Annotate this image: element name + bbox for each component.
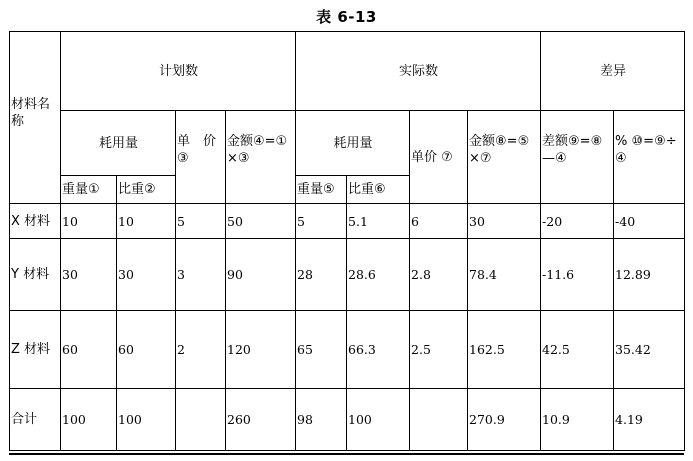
plan-unit-price-header: 单 价③: [176, 111, 226, 204]
material-name-header: 材料名称: [10, 32, 61, 204]
row-diff-amount: 10.9: [541, 389, 614, 451]
row-diff-pct: 12.89: [614, 239, 685, 311]
row-diff-pct: -40: [614, 204, 685, 239]
actual-consumption-header: 耗用量: [296, 111, 410, 176]
row-plan-amount: 90: [226, 239, 296, 311]
actual-amount-header: 金额⑧=⑤×⑦: [468, 111, 541, 204]
row-actual-ratio: 28.6: [347, 239, 410, 311]
diff-pct-header: % ⑩=⑨÷④: [614, 111, 685, 204]
plan-header: 计划数: [61, 32, 296, 111]
row-diff-pct: 35.42: [614, 311, 685, 389]
row-material-name: 合计: [10, 389, 61, 451]
row-diff-amount: 42.5: [541, 311, 614, 389]
row-diff-amount: -20: [541, 204, 614, 239]
row-actual-ratio: 100: [347, 389, 410, 451]
row-actual-unit-price: 2.5: [410, 311, 468, 389]
row-actual-ratio: 5.1: [347, 204, 410, 239]
row-plan-unit-price: 3: [176, 239, 226, 311]
row-plan-unit-price: 5: [176, 204, 226, 239]
diff-header: 差异: [541, 32, 685, 111]
row-plan-amount: 260: [226, 389, 296, 451]
row-plan-ratio: 30: [117, 239, 176, 311]
row-material-name: Z 材料: [10, 311, 61, 389]
row-plan-weight: 30: [61, 239, 117, 311]
table-row: [10, 311, 685, 389]
actual-ratio-header: 比重⑥: [347, 176, 410, 204]
row-actual-unit-price: 6: [410, 204, 468, 239]
row-plan-amount: 50: [226, 204, 296, 239]
row-diff-pct: 4.19: [614, 389, 685, 451]
actual-weight-header: 重量⑤: [296, 176, 347, 204]
row-actual-weight: 65: [296, 311, 347, 389]
diff-amount-header: 差额⑨=⑧—④: [541, 111, 614, 204]
plan-amount-header: 金额④=①×③: [226, 111, 296, 204]
row-actual-unit-price: [410, 389, 468, 451]
plan-consumption-header: 耗用量: [61, 111, 176, 176]
row-plan-amount: 120: [226, 311, 296, 389]
row-plan-weight: 100: [61, 389, 117, 451]
row-plan-weight: 10: [61, 204, 117, 239]
row-material-name: X 材料: [10, 204, 61, 239]
actual-unit-price-header: 单价 ⑦: [410, 111, 468, 204]
plan-ratio-header: 比重②: [117, 176, 176, 204]
row-actual-amount: 78.4: [468, 239, 541, 311]
row-plan-ratio: 10: [117, 204, 176, 239]
row-diff-amount: -11.6: [541, 239, 614, 311]
row-actual-amount: 162.5: [468, 311, 541, 389]
table-row: [10, 204, 685, 239]
row-actual-weight: 28: [296, 239, 347, 311]
row-plan-weight: 60: [61, 311, 117, 389]
table-row: [10, 239, 685, 311]
table-caption: 表 6-13: [316, 8, 377, 26]
row-actual-amount: 30: [468, 204, 541, 239]
row-material-name: Y 材料: [10, 239, 61, 311]
plan-weight-header: 重量①: [61, 176, 117, 204]
row-actual-amount: 270.9: [468, 389, 541, 451]
row-plan-unit-price: 2: [176, 311, 226, 389]
actual-header: 实际数: [296, 32, 541, 111]
row-plan-ratio: 100: [117, 389, 176, 451]
row-actual-weight: 5: [296, 204, 347, 239]
row-plan-unit-price: [176, 389, 226, 451]
table-bottom-rule: [9, 453, 684, 455]
cost-variance-table: [9, 31, 685, 451]
row-actual-ratio: 66.3: [347, 311, 410, 389]
row-actual-unit-price: 2.8: [410, 239, 468, 311]
row-actual-weight: 98: [296, 389, 347, 451]
row-plan-ratio: 60: [117, 311, 176, 389]
table-row: [10, 389, 685, 451]
